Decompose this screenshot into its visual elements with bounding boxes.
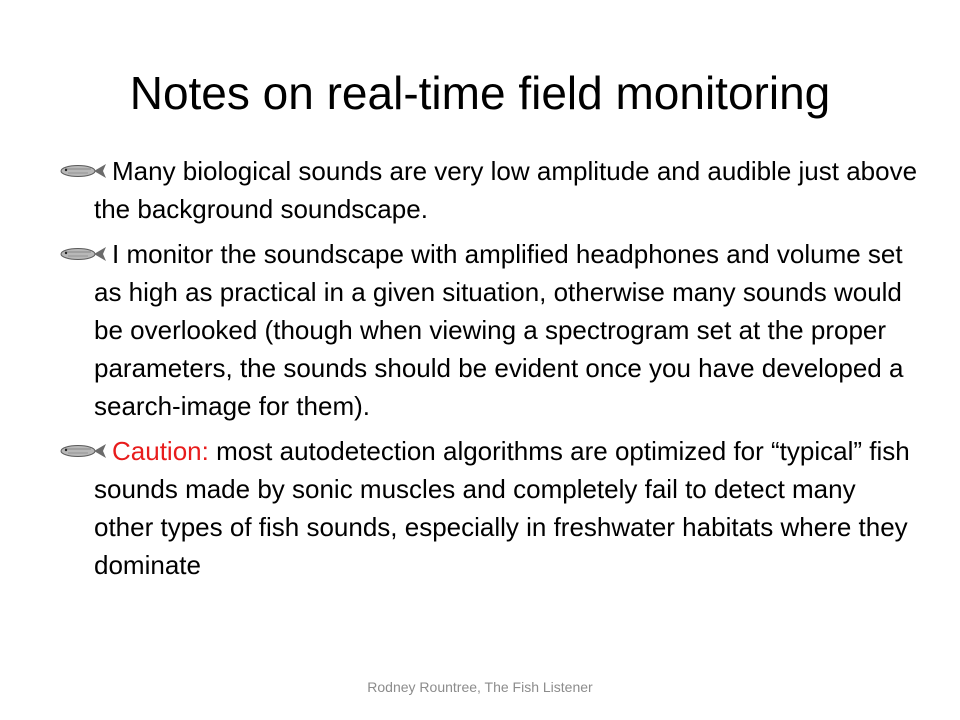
fish-icon	[58, 243, 110, 265]
slide-title: Notes on real-time field monitoring	[129, 67, 831, 119]
slide-footer: Rodney Rountree, The Fish Listener	[367, 679, 593, 695]
caution-text: most autodetection algorithms are optimized for “typical” fish sounds made by sonic muscles and completely fail to detect many other types of fish sounds, especially in freshwater habitats where they dominate	[94, 436, 910, 580]
bullet-text: Many biological sounds are very low amplitude and audible just above the background soundscape.	[94, 156, 918, 224]
caution-label: Caution:	[112, 436, 209, 466]
bullet-text: I monitor the soundscape with amplified headphones and volume set as high as practical in a given situation, otherwise many sounds would be overlooked (though when viewing a spectrogram set at the proper parameters, the sounds should be evident once you have developed a search-image for them).	[94, 239, 904, 421]
bullet-text	[94, 432, 918, 584]
bullet-item	[58, 235, 918, 425]
bullet-item	[58, 152, 918, 228]
bullet-item	[58, 432, 918, 584]
fish-icon	[58, 160, 110, 182]
fish-icon	[58, 440, 110, 462]
bullet-list	[58, 152, 918, 591]
